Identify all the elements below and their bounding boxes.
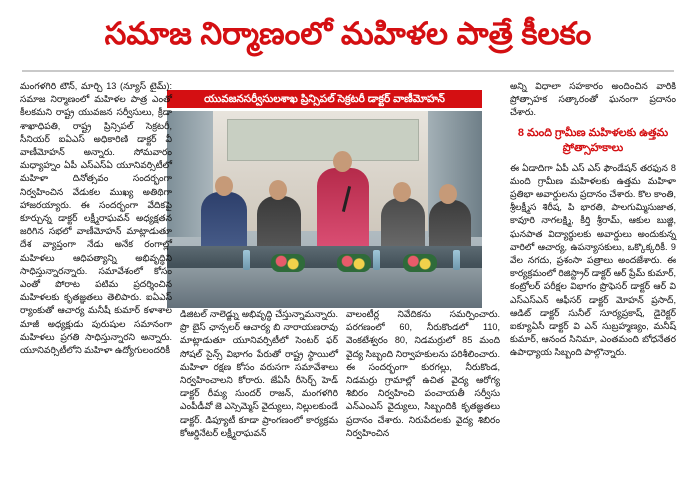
article-columns (20, 80, 676, 480)
article-paragraph: మంగళగిరి టౌన్, మార్చి 13 (న్యూస్ టైమ్): సమాజ నిర్మాణంలో మహిళల పాత్ర ఎంతో కీలకమని రాష్ట్ర యువజన సర్వీసులు, క్రీడా శాఖాధిపతి, రాష్ట్ర ప్రిన్సిపల్ సెక్రటరీ, సీనియర్ ఐఏఎస్ అధికారిణి డాక్టర్ వీ వాణీమోహన్ అన్నారు. సోమవారం మధ్యాహ్నం ఏపీ ఎస్ఎస్ఏ యూనివర్సిటీలో మహిళా దినోత్సవం సందర్భంగా నిర్వహించిన వేడుకల ముఖ్య అతిథిగా హాజరయ్యారు. ఈ సందర్భంగా వేదికపై కూర్చున్న డాక్టర్ లక్ష్మీరాఘవన్ అధ్యక్షతన జరిగిన సభలో వాణీమోహన్ మాట్లాడుతూ దేశ వ్యాప్తంగా నేడు అనేక రంగాల్లో మహిళలు ఆధిపత్యాన్ని అభివృద్ధిని సాధిస్తున్నారన్నారు. సమావేశంలో కోసం ఎంతో పోరాట పటిమ ప్రదర్శించిన మహిళలకు కృతజ్ఞతలు తెలిపారు. ఐఏఎస్ ర్యాంకుతో ఆచార్య మనీషీ కుమార్ కళాశాల మాజీ అధ్యక్షుడు పురుషుల సమానంగా మహిళలు ప్రగతి సాధిస్తున్నారని అన్నారు. యూనివర్సిటీలోని మహిళా ఉద్యోగులందరికీ (20, 81, 172, 356)
headline-container (0, 14, 696, 54)
article-column-2 (180, 80, 338, 446)
headline-divider (22, 70, 674, 72)
article-paragraph: ఈ ఏడాదిగా ఏపీ ఎస్ ఎస్ ఫౌండేషన్ తరఫున 8 మంది గ్రామీణ మహిళలకు ఉత్తమ మహిళా ప్రతిభా అవార్డులను ప్రదానం చేశారు. కొల కాంతి, శ్రీలక్ష్మీస శిరీష, పి భారతి, పాలగుమ్మిసుజాత, కావూరి నాగలక్ష్మి, కీర్తి శ్రీరామ్, ఆకుల బుజ్జి, ఘనపాత విద్యార్థులకు అవార్డులు అందుకున్న వారిలో ఆచార్య, ఉపన్యాసకులు, ఒక్కొక్కరికీ. 9 వేల నగదు, ప్రశంసా పత్రాలు అందజేశారు. ఈ కార్యక్రమంలో రిజిస్ట్రార్ డాక్టర్ ఆర్ ప్రేమ్ కుమార్, కంట్రోలర్ పరీక్షల విభాగం ప్రొఫెసర్ డాక్టర్ ఆర్ వి ఎస్ఎస్ఎన్ ఆఫీసర్ డాక్టర్ మోహన్ ప్రసాద్, ఆడిట్ డాక్టర్ సునీల్ సూర్యప్రకాష్, డైరెక్టర్ ఐక్యూఏసీ డాక్టర్ వి ఎన్ సుబ్రహ్మణ్యం, మనీష్ కుమార్, ఆనంద సినిమా, ఎంతమంది బోధనేతర ఉపాధ్యాయ సిబ్బంది పాల్గొన్నారు. (510, 162, 676, 358)
article-paragraph: వాలంటీర్ల నివేదికను సమర్పించారు. పరగణంలో 60, నీరుకొండలో 110, వెంకటేశ్వరం 80, నిడమర్రులో 85 మంది వైద్య సిబ్బంది నిర్వాహకులను పరిశీలించారు. ఈ సందర్భంగా కురగల్లు, నీరుకొండ, నిడమర్రు గ్రామాల్లో ఉచిత వైద్య ఆరోగ్య శిబిరం నిర్వహించి పంచాయతీ సర్వీసు ఎన్ఎంఎస్ వైద్యులు, సిబ్బందికి కృతజ్ఞతలు ప్రదానం చేశారు. నిరుపేదలకు వైద్య శిబిరం నిర్వహించిన (346, 309, 500, 438)
article-column-4 (510, 80, 676, 366)
article-paragraph: అన్ని విధాలా సహకారం అందించిన వారికి ప్రోత్సాహక సత్కారంతో ఘనంగా ప్రదానం చేశారు. (510, 81, 676, 118)
article-paragraph: డిజిటల్ నాలెడ్జ్ను అభివృద్ధి చేస్తున్నామన్నారు. ప్రొ బైస్ ఛాన్సలర్ ఆచార్య బి నారాయణరావు మాట్లాడుతూ యూనివర్సిటీలో సెంటర్ ఫర్ సోషల్ సైన్స్ విభాగం పేరుతో రాష్ట్ర స్థాయిలో మహిళా రక్షణ కోసం వరుసగా సమావేశాలు నిర్వహించాలని కోరారు. జేఏసీ రీసెర్చ్ హెడ్ డాక్టర్ రీమ్య సుందర్ రాజన్, మంగళగిరి ఎంపీడీవో జె ఎస్సెమ్మెస్ వైద్యులు, నిల్లులకుండే డాక్టర్. డిప్యూటీ కూడా ప్రాంగణంలో కార్యక్రమ కోఆర్డినేటర్ లక్ష్మీరాఘవన్ (180, 309, 338, 438)
page-title: సమాజ నిర్మాణంలో మహిళల పాత్రే కీలకం (104, 16, 592, 51)
article-column-3 (346, 80, 500, 446)
section-subheading: 8 మంది గ్రామీణ మహిళలకు ఉత్తమ ప్రోత్సాహకాలు (517, 126, 669, 154)
photo-caption: యువజనసర్వీసులశాఖ ప్రిన్సిపల్ సెక్రటరీ డాక్టర్ వాణీమోహన్ (167, 90, 482, 108)
article-column-1 (20, 80, 172, 363)
